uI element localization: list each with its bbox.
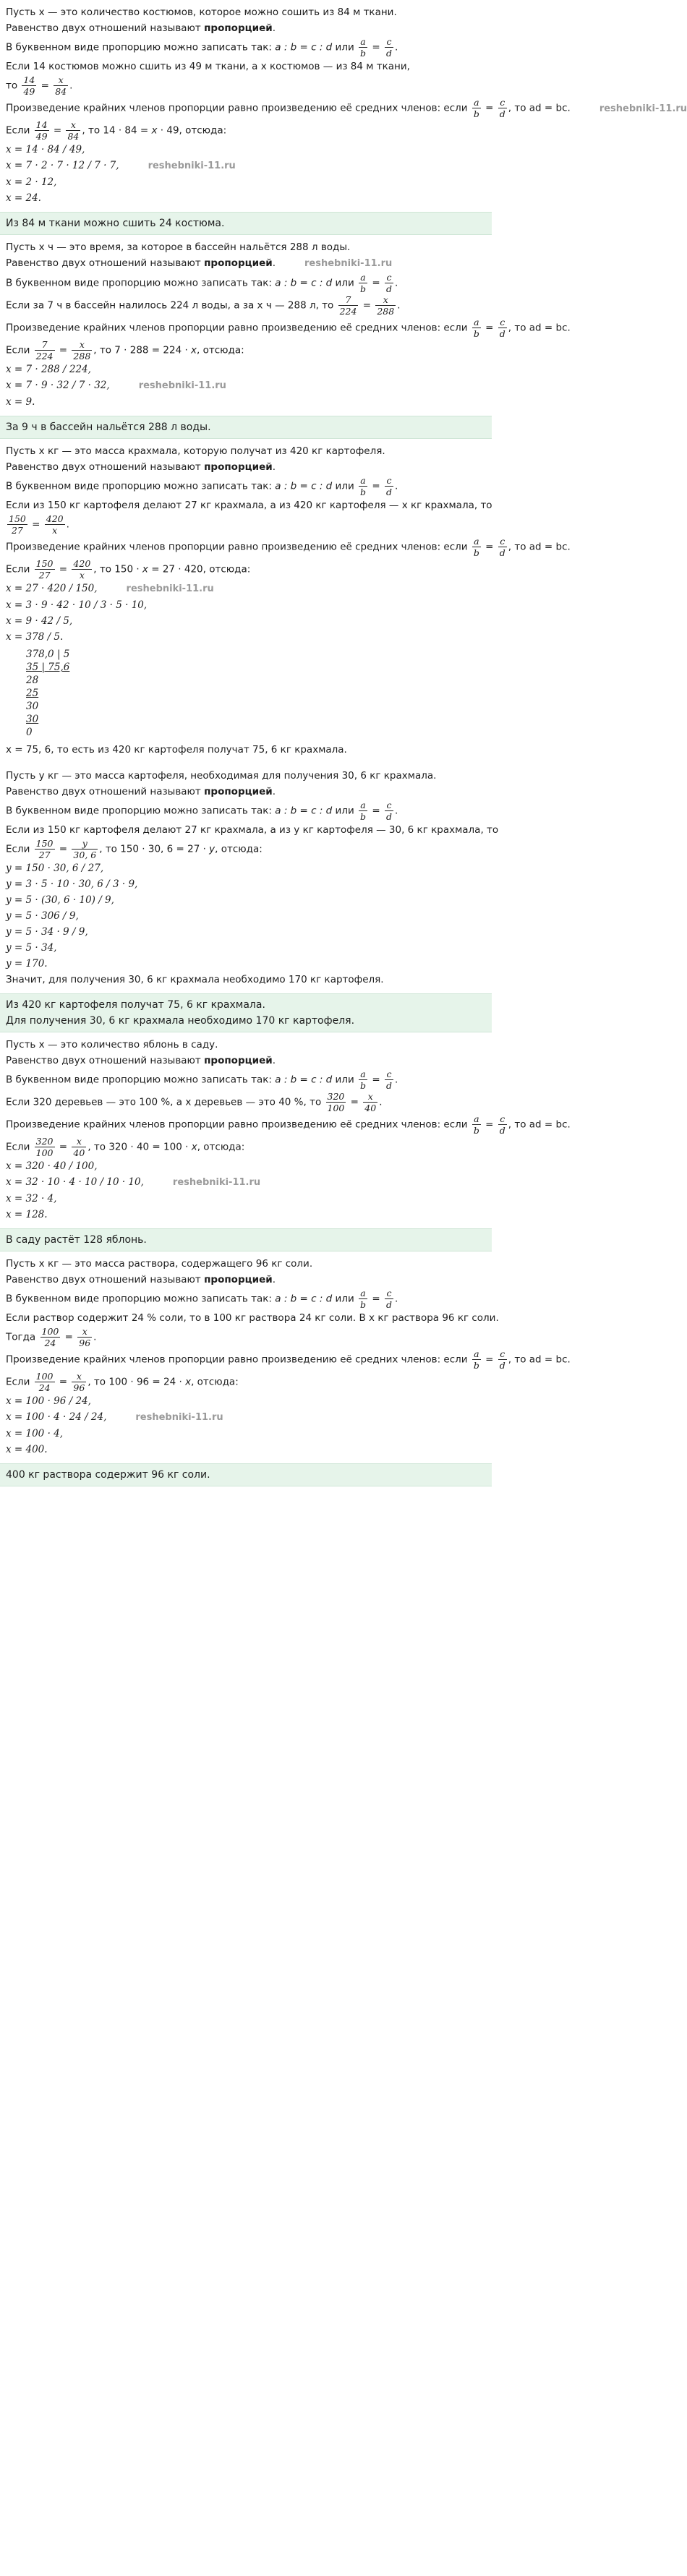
problem-intro: Пусть x — это количество яблонь в саду. xyxy=(6,1039,218,1050)
step: x = 32 · 10 · 4 · 10 / 10 · 10, reshebniki-11.ru xyxy=(6,1176,261,1188)
rule: Произведение крайних членов пропорции равно произведению её средних членов: если $\frac{a}{b}$ = $\frac{c}{d}$ , то ad = bc. reshebniki-11.ru xyxy=(6,97,687,119)
rule: Произведение крайних членов пропорции равно произведению её средних членов: если $\frac{a}{b}$ = $\frac{c}{d}$ , то ad = bc. xyxy=(6,1113,571,1136)
substitution: Если $\frac{14}{49}$ = $\frac{x}{84}$ , то 14 · 84 = x · 49, отсюда: xyxy=(6,119,227,142)
answer-box: Из 84 м ткани можно сшить 24 костюма. xyxy=(0,212,492,235)
division-row: 35 | 75,6 xyxy=(26,662,70,673)
step: y = 3 · 5 · 10 · 30, 6 / 3 · 9, xyxy=(6,878,138,890)
division-row: 25 xyxy=(26,688,39,699)
division-row: 30 xyxy=(26,714,39,725)
substitution: Если $\frac{100}{24}$ = $\frac{x}{96}$ , то 100 · 96 = 24 · x, отсюда: xyxy=(6,1371,239,1393)
proportion: $\frac{150}{27}$ = $\frac{420}{x}$ . xyxy=(9,513,69,536)
letter-form: В буквенном виде пропорцию можно записать так: a : b = c : d или $\frac{a}{b}$ = $\frac{c}{d}$ . xyxy=(6,475,398,497)
substitution: Если $\frac{320}{100}$ = $\frac{x}{40}$ , то 320 · 40 = 100 · x, отсюда: xyxy=(6,1136,245,1158)
substitution: Если $\frac{150}{27}$ = $\frac{420}{x}$ , то 150 · x = 27 · 420, отсюда: xyxy=(6,558,251,581)
problem-4 xyxy=(0,763,499,993)
answer-box xyxy=(0,993,492,1032)
definition: Равенство двух отношений называют пропорцией. xyxy=(6,1055,276,1066)
problem-condition: Если раствор содержит 24 % соли, то в 100 кг раствора 24 кг соли. В x кг раствора 96 кг соли. xyxy=(6,1312,499,1324)
problem-intro: Пусть x — это количество костюмов, которое можно сошить из 84 м ткани. xyxy=(6,7,397,18)
step: y = 5 · 34, xyxy=(6,942,57,954)
division-row: 30 xyxy=(26,701,39,712)
rule: Произведение крайних членов пропорции равно произведению её средних членов: если $\frac{a}{b}$ = $\frac{c}{d}$ , то ad = bc. xyxy=(6,536,571,558)
division-row: 378,0 | 5 xyxy=(26,649,70,660)
letter-form: В буквенном виде пропорцию можно записать так: a : b = c : d или $\frac{a}{b}$ = $\frac{c}{d}$ . xyxy=(6,36,398,59)
problem-intro: Пусть y кг — это масса картофеля, необходимая для получения 30, 6 кг крахмала. xyxy=(6,770,437,782)
step: x = 7 · 288 / 224, xyxy=(6,364,91,375)
step: x = 3 · 9 · 42 · 10 / 3 · 5 · 10, xyxy=(6,599,148,611)
problem-intro: Пусть x ч — это время, за которое в бассейн нальётся 288 л воды. xyxy=(6,241,351,253)
step: x = 100 · 4, xyxy=(6,1428,64,1439)
problem-5 xyxy=(0,1032,571,1228)
step: x = 100 · 96 / 24, xyxy=(6,1395,91,1407)
step: y = 5 · (30, 6 · 10) / 9, xyxy=(6,894,114,906)
definition: Равенство двух отношений называют пропорцией. xyxy=(6,22,276,34)
step: x = 400. xyxy=(6,1444,48,1455)
proportion: то $\frac{14}{49}$ = $\frac{x}{84}$ . xyxy=(6,74,73,97)
problem-condition: Если из 150 кг картофеля делают 27 кг крахмала, а из 420 кг картофеля — x кг крахмала, то xyxy=(6,500,492,511)
substitution: Если $\frac{7}{224}$ = $\frac{x}{288}$ , то 7 · 288 = 224 · x, отсюда: xyxy=(6,339,244,361)
step: x = 32 · 4, xyxy=(6,1193,57,1204)
step: x = 100 · 4 · 24 / 24, reshebniki-11.ru xyxy=(6,1411,223,1423)
problem-intro: Пусть x кг — это масса раствора, содержащего 96 кг соли. xyxy=(6,1258,313,1270)
letter-form: В буквенном виде пропорцию можно записать так: a : b = c : d или $\frac{a}{b}$ = $\frac{c}{d}$ . xyxy=(6,1288,398,1310)
step: y = 5 · 34 · 9 / 9, xyxy=(6,926,88,938)
definition: Равенство двух отношений называют пропорцией. xyxy=(6,1274,276,1285)
division-row: 28 xyxy=(26,675,39,686)
problem-condition: Если за 7 ч в бассейн налилось 224 л воды, а за x ч — 288 л, то $\frac{7}{224}$ = $\frac{x}{288}$ . xyxy=(6,294,401,317)
letter-form: В буквенном виде пропорцию можно записать так: a : b = c : d или $\frac{a}{b}$ = $\frac{c}{d}$ . xyxy=(6,272,398,294)
result-text: Значит, для получения 30, 6 кг крахмала необходимо 170 кг картофеля. xyxy=(6,974,384,985)
letter-form: В буквенном виде пропорцию можно записать так: a : b = c : d или $\frac{a}{b}$ = $\frac{c}{d}$ . xyxy=(6,1069,398,1091)
rule: Произведение крайних членов пропорции равно произведению её средних членов: если $\frac{a}{b}$ = $\frac{c}{d}$ , то ad = bc. xyxy=(6,317,571,339)
step: x = 9. xyxy=(6,396,35,408)
definition: Равенство двух отношений называют пропорцией. reshebniki-11.ru xyxy=(6,257,393,269)
problem-2 xyxy=(0,235,571,416)
problem-condition: Если 320 деревьев — это 100 %, а x деревьев — это 40 %, то $\frac{320}{100}$ = $\frac{x}{40}$ . xyxy=(6,1091,383,1113)
letter-form: В буквенном виде пропорцию можно записать так: a : b = c : d или $\frac{a}{b}$ = $\frac{c}{d}$ . xyxy=(6,800,398,822)
answer-line: Из 420 кг картофеля получат 75, 6 кг крахмала. xyxy=(6,999,265,1011)
problem-3 xyxy=(0,439,571,763)
step: y = 5 · 306 / 9, xyxy=(6,910,79,922)
step: x = 2 · 12, xyxy=(6,176,57,188)
result-text: x = 75, 6, то есть из 420 кг картофеля получат 75, 6 кг крахмала. xyxy=(6,744,347,756)
step: y = 150 · 30, 6 / 27, xyxy=(6,863,104,874)
rule: Произведение крайних членов пропорции равно произведению её средних членов: если $\frac{a}{b}$ = $\frac{c}{d}$ , то ad = bc. xyxy=(6,1348,571,1371)
step: x = 9 · 42 / 5, xyxy=(6,615,73,627)
problem-6 xyxy=(0,1251,571,1463)
answer-box: В саду растёт 128 яблонь. xyxy=(0,1228,492,1251)
step: y = 170. xyxy=(6,958,48,970)
proportion: Тогда $\frac{100}{24}$ = $\frac{x}{96}$ . xyxy=(6,1326,97,1348)
step: x = 14 · 84 / 49, xyxy=(6,144,85,155)
step: x = 378 / 5. xyxy=(6,631,64,643)
problem-condition: Если из 150 кг картофеля делают 27 кг крахмала, а из y кг картофеля — 30, 6 кг крахмала, то xyxy=(6,824,499,836)
step: x = 320 · 40 / 100, xyxy=(6,1160,98,1172)
step: x = 7 · 2 · 7 · 12 / 7 · 7, reshebniki-11.ru xyxy=(6,160,236,171)
long-division xyxy=(26,648,486,739)
answer-box: 400 кг раствора содержит 96 кг соли. xyxy=(0,1463,492,1486)
answer-line: Для получения 30, 6 кг крахмала необходимо 170 кг картофеля. xyxy=(6,1015,355,1027)
step: x = 24. xyxy=(6,192,41,204)
step: x = 7 · 9 · 32 / 7 · 32, reshebniki-11.ru xyxy=(6,380,226,391)
problem-1 xyxy=(0,0,687,212)
definition: Равенство двух отношений называют пропорцией. xyxy=(6,786,276,797)
problem-condition: Если 14 костюмов можно сшить из 49 м ткани, а x костюмов — из 84 м ткани, xyxy=(6,61,410,72)
problem-intro: Пусть x кг — это масса крахмала, которую получат из 420 кг картофеля. xyxy=(6,445,385,457)
answer-box: За 9 ч в бассейн нальётся 288 л воды. xyxy=(0,416,492,439)
division-row: 0 xyxy=(26,727,33,738)
step: x = 27 · 420 / 150, reshebniki-11.ru xyxy=(6,583,214,594)
substitution: Если $\frac{150}{27}$ = $\frac{y}{30, 6}$ , то 150 · 30, 6 = 27 · y, отсюда: xyxy=(6,838,263,860)
definition: Равенство двух отношений называют пропорцией. xyxy=(6,461,276,473)
step: x = 128. xyxy=(6,1209,48,1220)
